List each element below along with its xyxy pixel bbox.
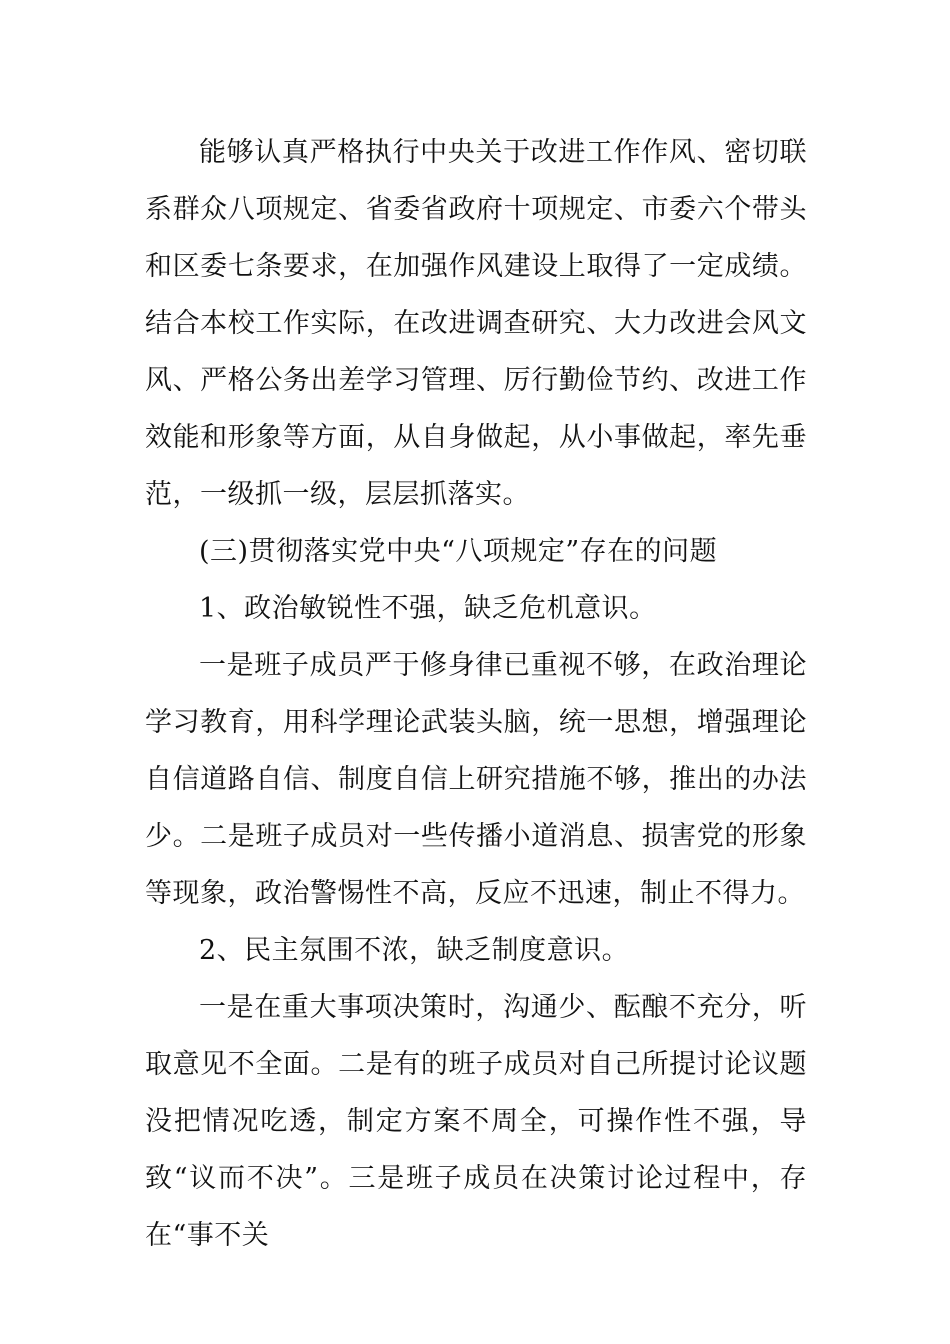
document-page: [145, 124, 807, 1264]
body-paragraph: 一是班子成员严于修身律已重视不够，在政治理论学习教育，用科学理论武装头脑，统一思想，增强理论自信道路自信、制度自信上研究措施不够，推出的办法少。二是班子成员对一些传播小道消息、损害党的形象等现象，政治警惕性不高，反应不迅速，制止不得力。: [145, 650, 807, 909]
subsection-heading: 1、政治敏锐性不强，缺乏危机意识。: [199, 593, 657, 624]
body-paragraph: 一是在重大事项决策时，沟通少、酝酿不充分，听取意见不全面。二是有的班子成员对自己所提讨论议题没把情况吃透，制定方案不周全，可操作性不强，导致“议而不决”。三是班子成员在决策讨论过程中，存在“事不关: [145, 992, 807, 1251]
subsection-heading: 2、民主氛围不浓，缺乏制度意识。: [199, 935, 630, 966]
body-paragraph: 能够认真严格执行中央关于改进工作作风、密切联系群众八项规定、省委省政府十项规定、市委六个带头和区委七条要求，在加强作风建设上取得了一定成绩。结合本校工作实际，在改进调查研究、大力改进会风文风、严格公务出差学习管理、厉行勤俭节约、改进工作效能和形象等方面，从自身做起，从小事做起，率先垂范，一级抓一级，层层抓落实。: [145, 137, 807, 510]
section-heading: (三)贯彻落实党中央“八项规定”存在的问题: [199, 536, 718, 567]
